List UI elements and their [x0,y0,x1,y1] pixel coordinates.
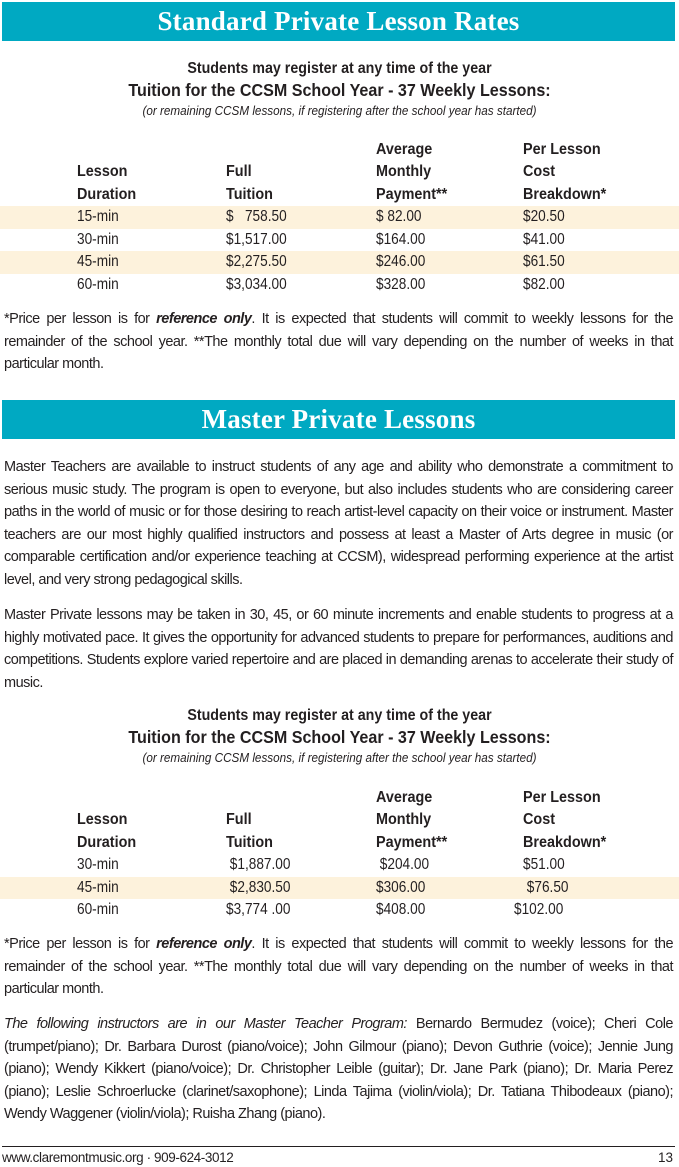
instructors-intro: The following instructors are in our Master Teacher Program: [4,1016,407,1032]
header-per-lesson: Per Lesson Cost Breakdown* [523,140,607,203]
section-header-master [2,400,675,439]
instructors-list: Bernardo Bermudez (voice); Cheri Cole (trumpet/piano); Dr. Barbara Durost (piano/voice); John Gilmour (piano); Devon Guthrie (voice); Jennie Jung (piano); Wendy Kikkert (piano/voice); Dr. Christopher Leible (guitar); Dr. Jane Park (piano); Dr. Maria Perez (piano); Leslie Schroerlucke (clarinet/saxophone); Linda Tajima (violin/viola); Dr. Tatiana Thibodeaux (piano); Wendy Waggener (violin/viola); Ruisha Zhang (piano). [4,1016,673,1122]
cell-monthly: $204.00 [376,856,430,873]
cell-monthly: $328.00 [376,275,426,293]
register-line: Students may register at any time of the year [187,707,492,724]
cell-duration: 60-min [77,275,119,293]
master-intro-paragraph-2: Master Private lessons may be taken in 30, 45, or 60 minute increments and enable students to progress at a highly motivated pace. It gives the opportunity for advanced students to prepare for performances, auditions and competitions. Students explore varied repertoire and are placed in demanding arenas to accelerate their study of music. [4,607,673,691]
table-row [0,899,679,922]
master-rates-table [0,786,679,922]
page-number: 13 [657,1150,673,1165]
header-full-tuition: Full Tuition [226,163,273,203]
cell-duration: 45-min [77,253,119,270]
table-row [0,229,679,252]
tuition-line: Tuition for the CCSM School Year - 37 Weekly Lessons: [128,727,551,747]
master-intro [0,705,679,767]
cell-full-tuition: $3,774 .00 [226,901,291,918]
cell-per-lesson: $102.00 [514,901,564,918]
cell-duration: 45-min [77,878,119,896]
table-row [0,877,679,900]
header-full-tuition: Full Tuition [226,811,273,851]
tuition-line: Tuition for the CCSM School Year - 37 Weekly Lessons: [128,80,551,100]
cell-duration: 30-min [77,230,119,248]
header-lesson-duration: Lesson Duration [77,163,137,203]
table-row [0,251,679,274]
cell-full-tuition: $1,887.00 [226,856,291,873]
cell-duration: 60-min [77,901,119,918]
cell-full-tuition: $3,034.00 [226,275,287,293]
master-teacher-list [4,1013,673,1126]
section-header-standard [2,2,675,41]
cell-duration: 30-min [77,856,119,873]
cell-per-lesson: $20.50 [523,208,565,225]
standard-footnote: *Price per lesson is for reference only. It is expected that students will commit to weekly lessons for the remainder of the school year. **The monthly total due will vary depending on the number of weeks in that particular month. [4,311,674,372]
cell-per-lesson: $61.50 [523,253,565,270]
cell-full-tuition: $ 758.50 [226,208,287,225]
table-row [0,206,679,229]
cell-full-tuition: $2,830.50 [226,878,291,896]
header-lesson-duration: Lesson Duration [77,811,137,851]
reference-only-emphasis: reference only [156,936,252,952]
standard-rates-table [0,138,679,296]
table-header [0,786,679,854]
header-per-lesson: Per Lesson Cost Breakdown* [523,788,607,851]
cell-monthly: $246.00 [376,253,426,270]
reference-only-emphasis: reference only [156,311,252,327]
cell-full-tuition: $1,517.00 [226,230,287,248]
master-intro-paragraph-1: Master Teachers are available to instruct students of any age and ability who demonstrate a commitment to serious music study. The program is open to everyone, but also includes students who are considering career paths in the world of music or for those desiring to reach artist-level capacity on their voice or instrument. Master teachers are our most highly qualified instructors and possess at least a Master of Arts degree in music (or comparable certification and/or experience teaching at CCSM), widespread performing experience at the artist level, and very strong pedagogical skills. [4,459,673,588]
register-line: Students may register at any time of the year [187,60,492,77]
cell-duration: 15-min [77,208,119,225]
cell-per-lesson: $82.00 [523,275,565,293]
standard-intro [0,58,679,120]
cell-full-tuition: $2,275.50 [226,253,287,270]
cell-per-lesson: $76.50 [523,878,569,896]
cell-monthly: $ 82.00 [376,208,422,225]
section-title: Standard Private Lesson Rates [157,6,520,36]
table-row [0,274,679,297]
cell-monthly: $164.00 [376,230,426,248]
cell-per-lesson: $41.00 [523,230,565,248]
footer-contact: www.claremontmusic.org · 909-624-3012 [2,1150,234,1165]
table-header [0,138,679,206]
footer-divider [2,1146,675,1147]
master-footnote: *Price per lesson is for reference only. It is expected that students will commit to weekly lessons for the remainder of the school year. **The monthly total due will vary depending on the number of weeks in that particular month. [4,936,674,997]
header-average-monthly: Average Monthly Payment** [376,788,448,851]
cell-monthly: $408.00 [376,901,426,918]
note-line: (or remaining CCSM lessons, if registering after the school year has started) [142,103,537,118]
cell-monthly: $306.00 [376,878,426,896]
header-average-monthly: Average Monthly Payment** [376,140,448,203]
note-line: (or remaining CCSM lessons, if registering after the school year has started) [142,750,537,765]
table-row [0,854,679,877]
section-title: Master Private Lessons [201,404,476,434]
cell-per-lesson: $51.00 [523,856,565,873]
